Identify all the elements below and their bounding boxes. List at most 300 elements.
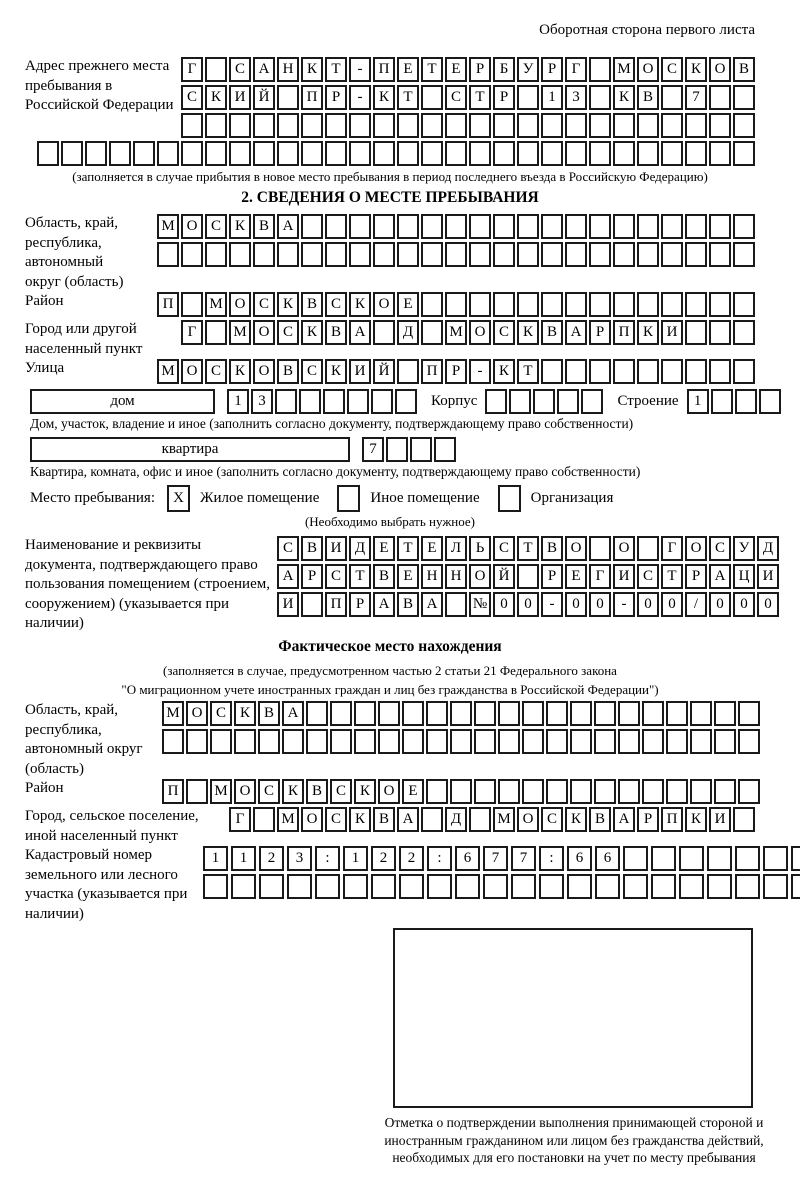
char-box: [763, 874, 788, 899]
char-box: [469, 113, 491, 138]
char-box: С: [637, 564, 659, 589]
char-box: К: [205, 85, 227, 110]
char-box: С: [301, 359, 323, 384]
char-box: К: [349, 807, 371, 832]
char-box: [661, 359, 683, 384]
char-box: [253, 807, 275, 832]
char-box: [275, 389, 297, 414]
char-box: [642, 729, 664, 754]
char-box: [709, 113, 731, 138]
char-box: К: [229, 359, 251, 384]
char-box: [301, 113, 323, 138]
char-box: [565, 359, 587, 384]
char-box: [661, 292, 683, 317]
char-box: [661, 141, 683, 166]
char-box: [426, 729, 448, 754]
char-box: П: [613, 320, 635, 345]
char-box: И: [613, 564, 635, 589]
char-box: [253, 113, 275, 138]
district-row: [140, 292, 755, 317]
char-box: [733, 214, 755, 239]
char-box: [511, 874, 536, 899]
char-box: А: [277, 214, 299, 239]
char-box: [181, 141, 203, 166]
actual-region-label: Область, край, республика, автономный округ (область): [25, 702, 143, 777]
char-box: П: [421, 359, 443, 384]
char-box: №: [469, 592, 491, 617]
prev-address-group: [25, 57, 755, 141]
char-box: О: [378, 779, 400, 804]
char-box: С: [493, 320, 515, 345]
char-box: [685, 359, 707, 384]
char-box: М: [157, 359, 179, 384]
char-box: [690, 729, 712, 754]
char-box: :: [427, 846, 452, 871]
char-box: [679, 846, 704, 871]
char-box: Т: [325, 57, 347, 82]
char-box: О: [613, 536, 635, 561]
char-box: [157, 242, 179, 267]
char-box: [763, 846, 788, 871]
char-box: О: [253, 359, 275, 384]
char-box: Т: [469, 85, 491, 110]
char-box: [679, 874, 704, 899]
char-box: С: [258, 779, 280, 804]
char-box: [434, 437, 456, 462]
char-box: Р: [301, 564, 323, 589]
char-box: Т: [397, 536, 419, 561]
char-box: [397, 113, 419, 138]
char-box: [565, 141, 587, 166]
house-caption: Дом, участок, владение и иное (заполнить согласно документу, подтверждающему право собственности): [30, 416, 634, 432]
char-box: Р: [325, 85, 347, 110]
char-box: [373, 320, 395, 345]
char-box: [666, 729, 688, 754]
char-box: [354, 729, 376, 754]
char-box: [397, 214, 419, 239]
char-box: [594, 779, 616, 804]
char-box: [498, 729, 520, 754]
char-box: [277, 113, 299, 138]
char-box: Р: [469, 57, 491, 82]
char-box: К: [301, 57, 323, 82]
actual-location-caption-2: "О миграционном учете иностранных граждан и лиц без гражданства в Российской Федерации"): [121, 682, 659, 697]
char-box: Б: [493, 57, 515, 82]
char-box: С: [277, 320, 299, 345]
option-other-premises-label: Иное помещение: [370, 490, 480, 506]
char-box: [637, 359, 659, 384]
char-box: [259, 874, 284, 899]
char-box: [485, 389, 507, 414]
char-box: П: [301, 85, 323, 110]
street-label: Улица: [25, 360, 65, 377]
char-box: [613, 359, 635, 384]
char-box: А: [397, 807, 419, 832]
char-box: У: [733, 536, 755, 561]
char-box: [735, 874, 760, 899]
char-box: [709, 320, 731, 345]
char-box: И: [757, 564, 779, 589]
char-box: [594, 701, 616, 726]
char-box: [474, 729, 496, 754]
char-box: Д: [397, 320, 419, 345]
char-box: [445, 592, 467, 617]
char-box: К: [282, 779, 304, 804]
char-box: В: [325, 320, 347, 345]
char-box: [325, 242, 347, 267]
char-box: Д: [757, 536, 779, 561]
char-box: [162, 729, 184, 754]
char-box: -: [349, 85, 371, 110]
char-box: [397, 141, 419, 166]
char-box: [709, 214, 731, 239]
char-box: [589, 214, 611, 239]
char-box: [469, 807, 491, 832]
char-box: С: [709, 536, 731, 561]
char-box: Е: [565, 564, 587, 589]
char-box: 0: [757, 592, 779, 617]
region-row-1: [140, 214, 755, 239]
char-box: Г: [661, 536, 683, 561]
option-residential-label: Жилое помещение: [200, 490, 320, 506]
char-box: Т: [661, 564, 683, 589]
prev-address-row-2: [175, 85, 755, 110]
char-box: [589, 85, 611, 110]
char-box: 7: [483, 846, 508, 871]
char-box: О: [229, 292, 251, 317]
char-box: [541, 214, 563, 239]
actual-region-row-1: [160, 701, 760, 726]
char-box: [186, 729, 208, 754]
checkbox-residential: X: [167, 485, 190, 512]
char-box: В: [637, 85, 659, 110]
char-box: [445, 292, 467, 317]
char-box: [738, 729, 760, 754]
char-box: К: [349, 292, 371, 317]
char-box: [707, 874, 732, 899]
actual-region-row-2: [160, 729, 760, 754]
char-box: [685, 292, 707, 317]
char-box: 1: [227, 389, 249, 414]
char-box: И: [709, 807, 731, 832]
street-row: [140, 359, 755, 384]
stamp-box: [393, 928, 753, 1108]
char-box: О: [181, 359, 203, 384]
char-box: [709, 141, 731, 166]
char-box: С: [493, 536, 515, 561]
char-box: [421, 85, 443, 110]
char-box: [618, 729, 640, 754]
char-box: Ь: [469, 536, 491, 561]
char-box: 7: [685, 85, 707, 110]
char-box: А: [565, 320, 587, 345]
char-box: 6: [567, 846, 592, 871]
char-box: 6: [455, 846, 480, 871]
char-box: 0: [493, 592, 515, 617]
char-box: [349, 214, 371, 239]
char-box: [371, 389, 393, 414]
char-box: [738, 779, 760, 804]
char-box: Н: [445, 564, 467, 589]
char-box: [637, 536, 659, 561]
apartment-row: [30, 437, 755, 462]
char-box: [421, 214, 443, 239]
char-box: [258, 729, 280, 754]
char-box: [427, 874, 452, 899]
char-box: [402, 729, 424, 754]
char-box: С: [253, 292, 275, 317]
char-box: [410, 437, 432, 462]
char-box: М: [445, 320, 467, 345]
char-box: [733, 359, 755, 384]
actual-district-group: [25, 779, 755, 807]
char-box: А: [709, 564, 731, 589]
prev-address-caption: (заполняется в случае прибытия в новое место пребывания в период последнего въезда в Российскую Федерацию): [72, 169, 708, 184]
char-box: [642, 701, 664, 726]
char-box: Т: [397, 85, 419, 110]
char-box: [714, 729, 736, 754]
char-box: [469, 214, 491, 239]
char-box: В: [733, 57, 755, 82]
char-box: [651, 874, 676, 899]
char-box: 1: [203, 846, 228, 871]
char-box: [557, 389, 579, 414]
char-box: [637, 242, 659, 267]
char-box: Р: [541, 57, 563, 82]
char-box: В: [253, 214, 275, 239]
region-group: [25, 214, 755, 292]
char-box: [733, 141, 755, 166]
char-box: [330, 701, 352, 726]
char-box: [613, 242, 635, 267]
char-box: [205, 320, 227, 345]
char-box: /: [685, 592, 707, 617]
char-box: М: [229, 320, 251, 345]
char-box: И: [661, 320, 683, 345]
char-box: Й: [493, 564, 515, 589]
char-box: О: [373, 292, 395, 317]
document-row-1: [275, 536, 779, 561]
char-box: В: [373, 564, 395, 589]
char-box: А: [277, 564, 299, 589]
district-group: [25, 292, 755, 320]
char-box: И: [277, 592, 299, 617]
char-box: М: [157, 214, 179, 239]
char-box: [397, 242, 419, 267]
page-side-note: Оборотная сторона первого листа: [539, 22, 755, 38]
char-box: 2: [371, 846, 396, 871]
char-box: [735, 846, 760, 871]
char-box: [589, 536, 611, 561]
char-box: С: [229, 57, 251, 82]
city-row: [175, 320, 755, 345]
char-box: А: [373, 592, 395, 617]
char-box: В: [373, 807, 395, 832]
char-box: 6: [595, 846, 620, 871]
char-box: Г: [565, 57, 587, 82]
char-box: [541, 242, 563, 267]
char-box: [277, 141, 299, 166]
char-box: [450, 729, 472, 754]
house-number-boxes: [225, 389, 417, 414]
stay-place-note: (Необходимо выбрать нужное): [304, 514, 476, 529]
char-box: [445, 214, 467, 239]
char-box: [685, 320, 707, 345]
char-box: Н: [421, 564, 443, 589]
char-box: [613, 214, 635, 239]
char-box: [733, 85, 755, 110]
prev-address-label: Адрес прежнего места пребывания в Российской Федерации: [25, 58, 174, 113]
char-box: [546, 729, 568, 754]
char-box: [733, 807, 755, 832]
char-box: В: [306, 779, 328, 804]
char-box: К: [229, 214, 251, 239]
char-box: [205, 141, 227, 166]
char-box: А: [349, 320, 371, 345]
char-box: [205, 113, 227, 138]
cadastral-group: [25, 846, 755, 924]
char-box: О: [709, 57, 731, 82]
char-box: О: [253, 320, 275, 345]
checkbox-other-premises: [337, 485, 360, 512]
char-box: В: [301, 292, 323, 317]
char-box: [354, 701, 376, 726]
char-box: [493, 214, 515, 239]
char-box: [133, 141, 155, 166]
char-box: -: [541, 592, 563, 617]
char-box: [493, 141, 515, 166]
char-box: О: [565, 536, 587, 561]
district-label: Район: [25, 293, 64, 310]
char-box: [709, 292, 731, 317]
char-box: [229, 242, 251, 267]
char-box: [277, 242, 299, 267]
char-box: [517, 292, 539, 317]
char-box: [546, 701, 568, 726]
char-box: [210, 729, 232, 754]
actual-location-caption-1: (заполняется в случае, предусмотренном частью 2 статьи 21 Федерального закона: [163, 662, 617, 678]
char-box: С: [205, 214, 227, 239]
char-box: [371, 874, 396, 899]
char-box: Г: [181, 57, 203, 82]
char-box: [661, 85, 683, 110]
char-box: [330, 729, 352, 754]
char-box: В: [258, 701, 280, 726]
char-box: П: [373, 57, 395, 82]
actual-district-label: Район: [25, 780, 64, 797]
char-box: [613, 292, 635, 317]
char-box: [517, 85, 539, 110]
char-box: [399, 874, 424, 899]
char-box: [426, 779, 448, 804]
char-box: К: [685, 807, 707, 832]
char-box: 7: [362, 437, 384, 462]
house-row: [30, 389, 755, 414]
char-box: [450, 701, 472, 726]
char-box: [483, 874, 508, 899]
char-box: :: [315, 846, 340, 871]
char-box: С: [661, 57, 683, 82]
char-box: [373, 141, 395, 166]
char-box: [581, 389, 603, 414]
char-box: [493, 292, 515, 317]
char-box: :: [539, 846, 564, 871]
char-box: В: [301, 536, 323, 561]
char-box: [522, 701, 544, 726]
char-box: [565, 214, 587, 239]
char-box: [469, 242, 491, 267]
char-box: [203, 874, 228, 899]
char-box: О: [181, 214, 203, 239]
city-label: Город или другой населенный пункт: [25, 321, 143, 357]
checkbox-organization: [498, 485, 521, 512]
document-group: [25, 536, 774, 634]
char-box: [299, 389, 321, 414]
char-box: [282, 729, 304, 754]
stay-place-label: Место пребывания:: [30, 490, 155, 506]
stroenie-label: Строение: [617, 393, 679, 410]
char-box: 0: [517, 592, 539, 617]
char-box: О: [469, 564, 491, 589]
char-box: -: [469, 359, 491, 384]
char-box: 1: [687, 389, 709, 414]
char-box: [661, 113, 683, 138]
char-box: [445, 242, 467, 267]
char-box: 7: [511, 846, 536, 871]
cadastral-label: Кадастровый номер земельного или лесного участка (указывается при наличии): [25, 847, 188, 922]
char-box: Д: [349, 536, 371, 561]
char-box: Н: [277, 57, 299, 82]
char-box: Г: [229, 807, 251, 832]
char-box: [323, 389, 345, 414]
cadastral-row-2: [200, 874, 800, 899]
char-box: [229, 141, 251, 166]
char-box: [421, 292, 443, 317]
char-box: [714, 701, 736, 726]
char-box: В: [541, 536, 563, 561]
char-box: [450, 779, 472, 804]
char-box: [509, 389, 531, 414]
char-box: 3: [287, 846, 312, 871]
char-box: В: [541, 320, 563, 345]
house-field: дом: [30, 389, 215, 414]
stamp-area: [384, 928, 764, 1166]
char-box: К: [565, 807, 587, 832]
char-box: [685, 113, 707, 138]
char-box: [589, 292, 611, 317]
char-box: П: [325, 592, 347, 617]
char-box: [618, 779, 640, 804]
char-box: [613, 113, 635, 138]
char-box: [690, 779, 712, 804]
char-box: П: [157, 292, 179, 317]
char-box: 1: [343, 846, 368, 871]
char-box: [517, 141, 539, 166]
char-box: [637, 113, 659, 138]
char-box: [733, 242, 755, 267]
char-box: [37, 141, 59, 166]
char-box: Л: [445, 536, 467, 561]
char-box: Й: [373, 359, 395, 384]
prev-address-row-1: [175, 57, 755, 82]
actual-location-title: Фактическое место нахождения: [278, 637, 502, 655]
char-box: Т: [421, 57, 443, 82]
char-box: 0: [565, 592, 587, 617]
char-box: [474, 779, 496, 804]
char-box: [714, 779, 736, 804]
char-box: Й: [253, 85, 275, 110]
char-box: 0: [733, 592, 755, 617]
